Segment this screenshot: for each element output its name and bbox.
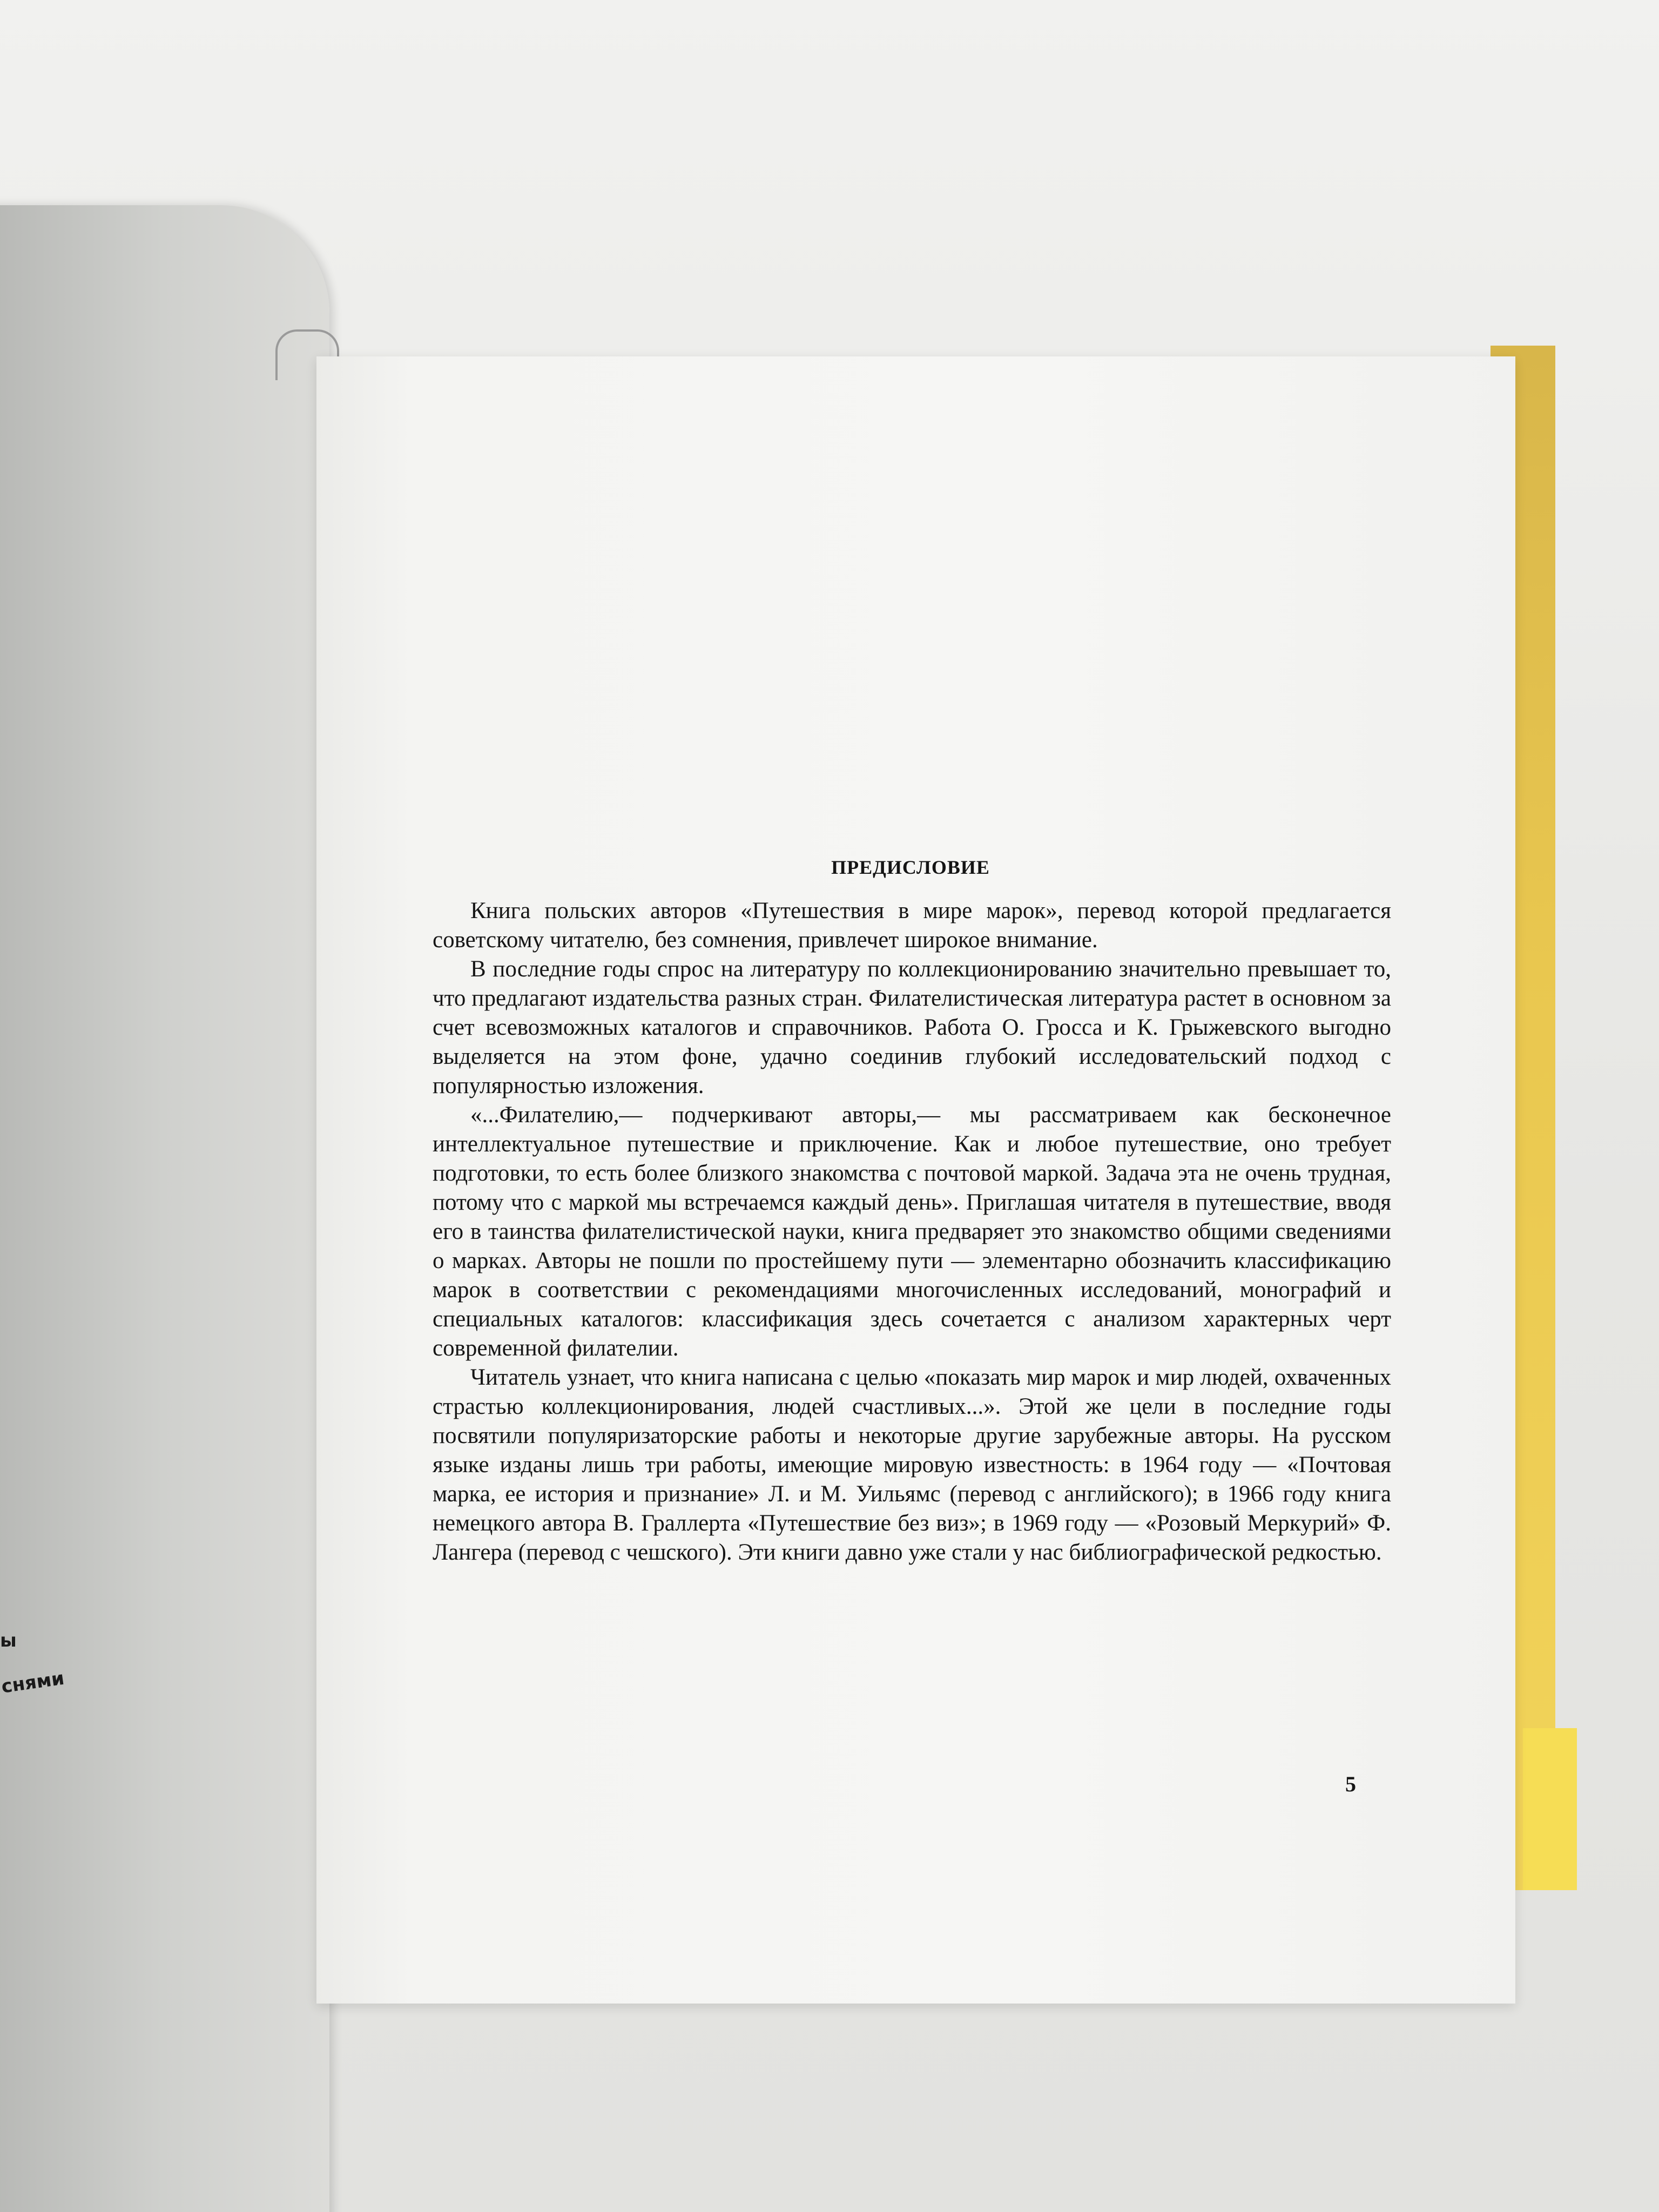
left-page-text-fragment: снями: [0, 1667, 66, 1698]
page-number: 5: [1345, 1772, 1356, 1796]
paragraph: Книга польских авторов «Путешествия в мире марок», перевод которой предлагается советскому читателю, без сомнения, привлечет широкое внимание.: [433, 898, 1391, 953]
right-page: [316, 356, 1515, 2004]
page-body: [433, 896, 1391, 1567]
book-cover-corner: [1523, 1728, 1577, 1890]
paragraph: Читатель узнает, что книга написана с целью «показать мир марок и мир людей, охваченных страстью коллекционирования, людей счастливых...». Этой же цели в последние годы посвятили популяризаторские работы и некоторые другие зарубежные авторы. На русском языке изданы лишь три работы, имеющие мировую известность: в 1964 году — «Почтовая марка, ее история и признание» Л. и М. Уильямс (перевод с английского); в 1966 году книга немецкого автора В. Граллерта «Путешествие без виз»; в 1969 году — «Розовый Меркурий» Ф. Лангера (перевод с чешского). Эти книги давно уже стали у нас библиографической редкостью.: [433, 1365, 1391, 1565]
paragraph: В последние годы спрос на литературу по коллекционированию значительно превышает то, что предлагают издательства разных стран. Филателистическая литература растет в основном за счет всевозможных каталогов и справочников. Работа О. Гросса и К. Грыжевского выгодно выделяется на этом фоне, удачно соединив глубокий исследовательский подход с популярностью изложения.: [433, 956, 1391, 1098]
left-page-text-fragment: ы: [0, 1630, 17, 1651]
paragraph: «...Филателию,— подчеркивают авторы,— мы рассматриваем как бесконечное интеллектуальное путешествие и приключение. Как и любое путешествие, оно требует подготовки, то есть более близкого знакомства с почтовой маркой. Задача эта не очень трудная, потому что с маркой мы встречаемся каждый день». Приглашая читателя в путешествие, вводя его в таинства филателистической науки, книга предваряет это знакомство общими сведениями о марках. Авторы не пошли по простейшему пути — элементарно обозначить классификацию марок в соответствии с рекомендациями многочисленных исследований, монографий и специальных каталогов: классификация здесь сочетается с анализом характерных черт современной филателии.: [433, 1102, 1391, 1361]
page-title: ПРЕДИСЛОВИЕ: [831, 857, 990, 878]
left-page: [0, 205, 329, 2212]
